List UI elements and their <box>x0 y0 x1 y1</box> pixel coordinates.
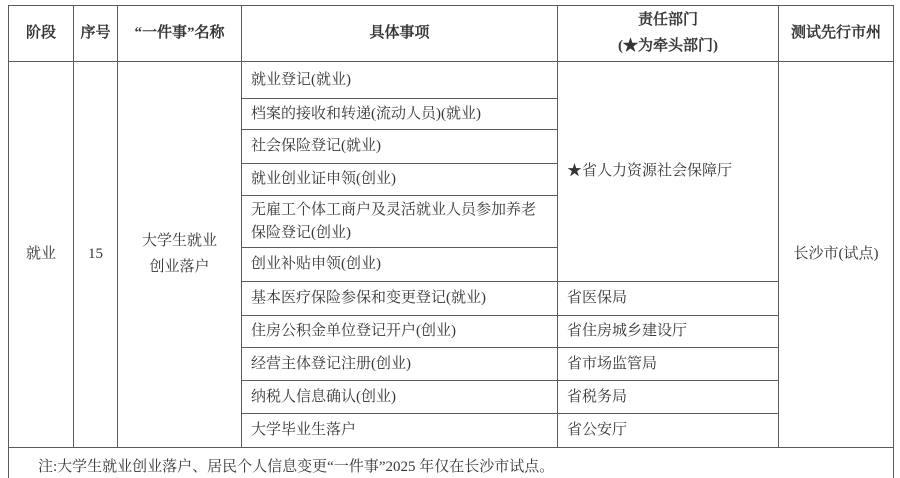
item-cell: 基本医疗保险参保和变更登记(就业) <box>242 282 558 316</box>
item-cell: 经营主体登记注册(创业) <box>242 348 558 381</box>
col-header-dept <box>558 6 779 62</box>
item-cell: 就业登记(就业) <box>242 62 558 99</box>
col-header-dept-line2: (★为牵头部门) <box>618 37 718 54</box>
stage-cell: 就业 <box>9 62 74 448</box>
table-row <box>9 62 894 99</box>
dept-cell: 省市场监管局 <box>558 348 779 381</box>
col-header-city: 测试先行市州 <box>779 6 894 62</box>
name-cell-line1: 大学生就业 <box>141 233 217 249</box>
dept-cell: 省税务局 <box>558 381 779 414</box>
item-cell: 纳税人信息确认(创业) <box>242 381 558 414</box>
name-cell <box>118 62 242 448</box>
col-header-stage: 阶段 <box>9 6 74 62</box>
name-cell-line2: 创业落户 <box>149 258 210 275</box>
item-cell: 就业创业证申领(创业) <box>242 164 558 196</box>
one-thing-items-table <box>8 5 894 478</box>
table-header-row <box>9 6 894 62</box>
item-cell: 住房公积金单位登记开户(创业) <box>242 316 558 348</box>
dept-cell: 省公安厅 <box>558 414 779 448</box>
item-cell: 无雇工个体工商户及灵活就业人员参加养老保险登记(创业) <box>242 196 558 248</box>
item-cell: 创业补贴申领(创业) <box>242 248 558 282</box>
item-cell: 档案的接收和转递(流动人员)(就业) <box>242 99 558 130</box>
col-header-name: “一件事”名称 <box>118 6 242 62</box>
col-header-dept-line1: 责任部门 <box>637 12 698 28</box>
dept-cell: 省住房城乡建设厅 <box>558 316 779 348</box>
city-cell: 长沙市(试点) <box>779 62 894 448</box>
col-header-serial: 序号 <box>74 6 118 62</box>
serial-cell: 15 <box>74 62 118 448</box>
item-cell: 大学毕业生落户 <box>242 414 558 448</box>
table-note-row <box>9 448 894 478</box>
item-cell: 社会保险登记(就业) <box>242 130 558 164</box>
dept-cell: 省医保局 <box>558 282 779 316</box>
col-header-items: 具体事项 <box>242 6 558 62</box>
lead-dept-cell: ★省人力资源社会保障厅 <box>558 62 779 282</box>
note-cell: 注:大学生就业创业落户、居民个人信息变更“一件事”2025 年仅在长沙市试点。 <box>9 448 894 478</box>
